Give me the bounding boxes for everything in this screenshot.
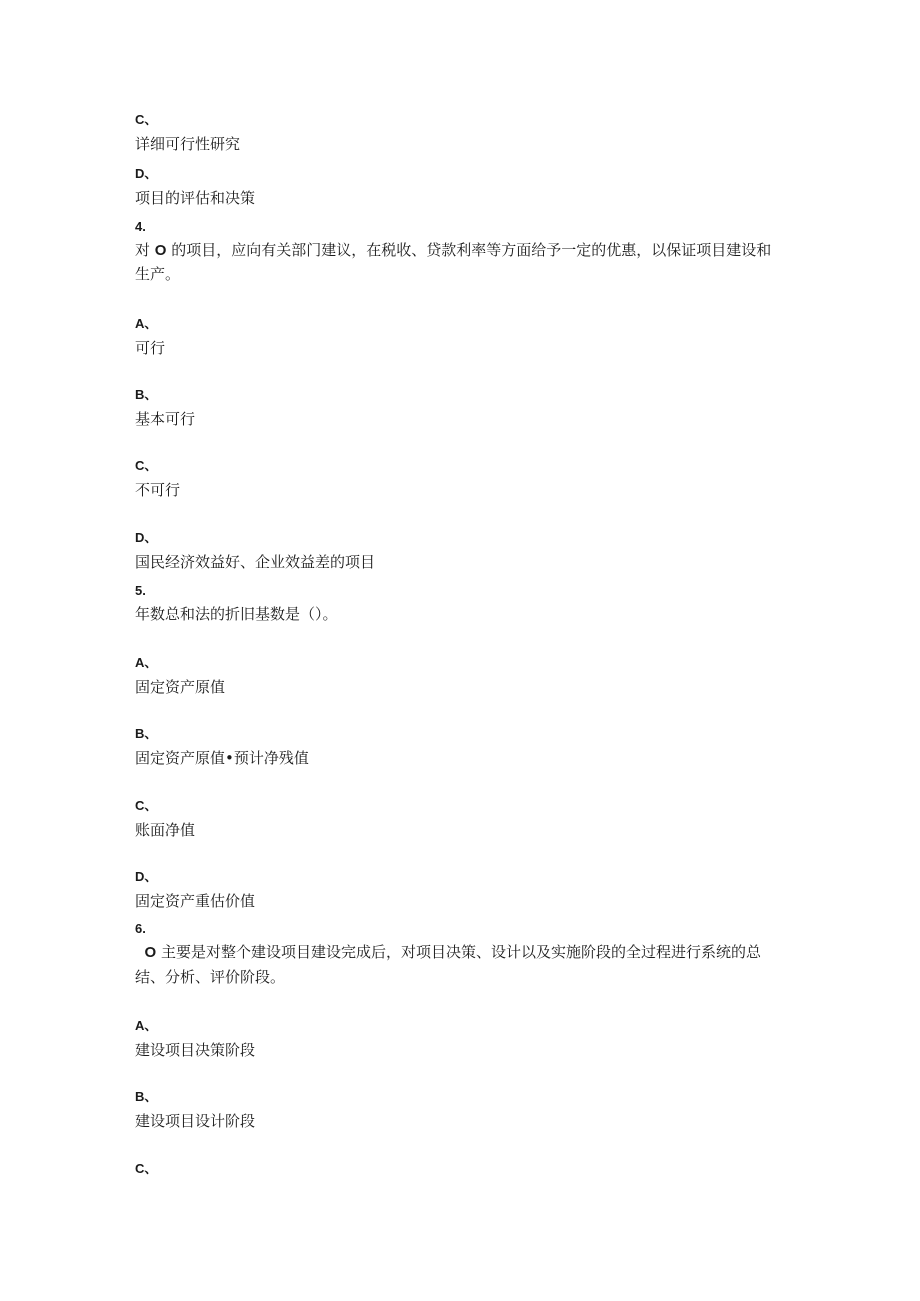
option-d-label: D、: [135, 166, 158, 181]
question-5-option-a-text: 固定资产原值: [135, 678, 226, 696]
question-5-option-c-label: C、: [135, 798, 158, 813]
question-4-option-a-text: 可行: [135, 339, 166, 357]
question-4-option-c-text: 不可行: [135, 481, 181, 499]
question-4-line-1: 对 O 的项目，应向有关部门建议，在税收、贷款利率等方面给予一定的优惠，以保证项目建设和: [135, 241, 772, 259]
question-5-option-b-text: 固定资产原值•预计净残值: [135, 749, 309, 767]
option-d-text: 项目的评估和决策: [135, 189, 256, 207]
question-6-option-a-label: A、: [135, 1018, 158, 1033]
question-6-option-c-label: C、: [135, 1161, 158, 1176]
question-6-option-b-text: 建设项目设计阶段: [135, 1112, 256, 1130]
question-4-option-b-label: B、: [135, 387, 158, 402]
question-4-option-a-label: A、: [135, 316, 158, 331]
question-5-option-a-label: A、: [135, 655, 158, 670]
question-4-option-d-label: D、: [135, 530, 158, 545]
question-6-line-2: 结、分析、评价阶段。: [135, 968, 286, 986]
question-4-number: 4.: [135, 219, 146, 234]
question-4-option-b-text: 基本可行: [135, 410, 196, 428]
question-4-option-c-label: C、: [135, 458, 158, 473]
question-5-text: 年数总和法的折旧基数是（）。: [135, 605, 338, 623]
question-5-option-b-label: B、: [135, 726, 158, 741]
question-6-blank: O: [144, 944, 157, 961]
option-c-text: 详细可行性研究: [135, 135, 241, 153]
question-5-option-d-label: D、: [135, 869, 158, 884]
question-6-line-1: O 主要是对整个建设项目建设完成后，对项目决策、设计以及实施阶段的全过程进行系统的总: [144, 943, 761, 961]
option-c-label: C、: [135, 112, 158, 127]
question-5-option-c-text: 账面净值: [135, 821, 196, 839]
question-6-option-a-text: 建设项目决策阶段: [135, 1041, 256, 1059]
question-5-option-d-text: 固定资产重估价值: [135, 892, 256, 910]
question-4-option-d-text: 国民经济效益好、企业效益差的项目: [135, 553, 376, 571]
question-4-line-2: 生产。: [135, 265, 181, 283]
question-4-blank: O: [154, 242, 167, 259]
question-6-number: 6.: [135, 921, 146, 936]
question-6-option-b-label: B、: [135, 1089, 158, 1104]
question-5-number: 5.: [135, 583, 146, 598]
